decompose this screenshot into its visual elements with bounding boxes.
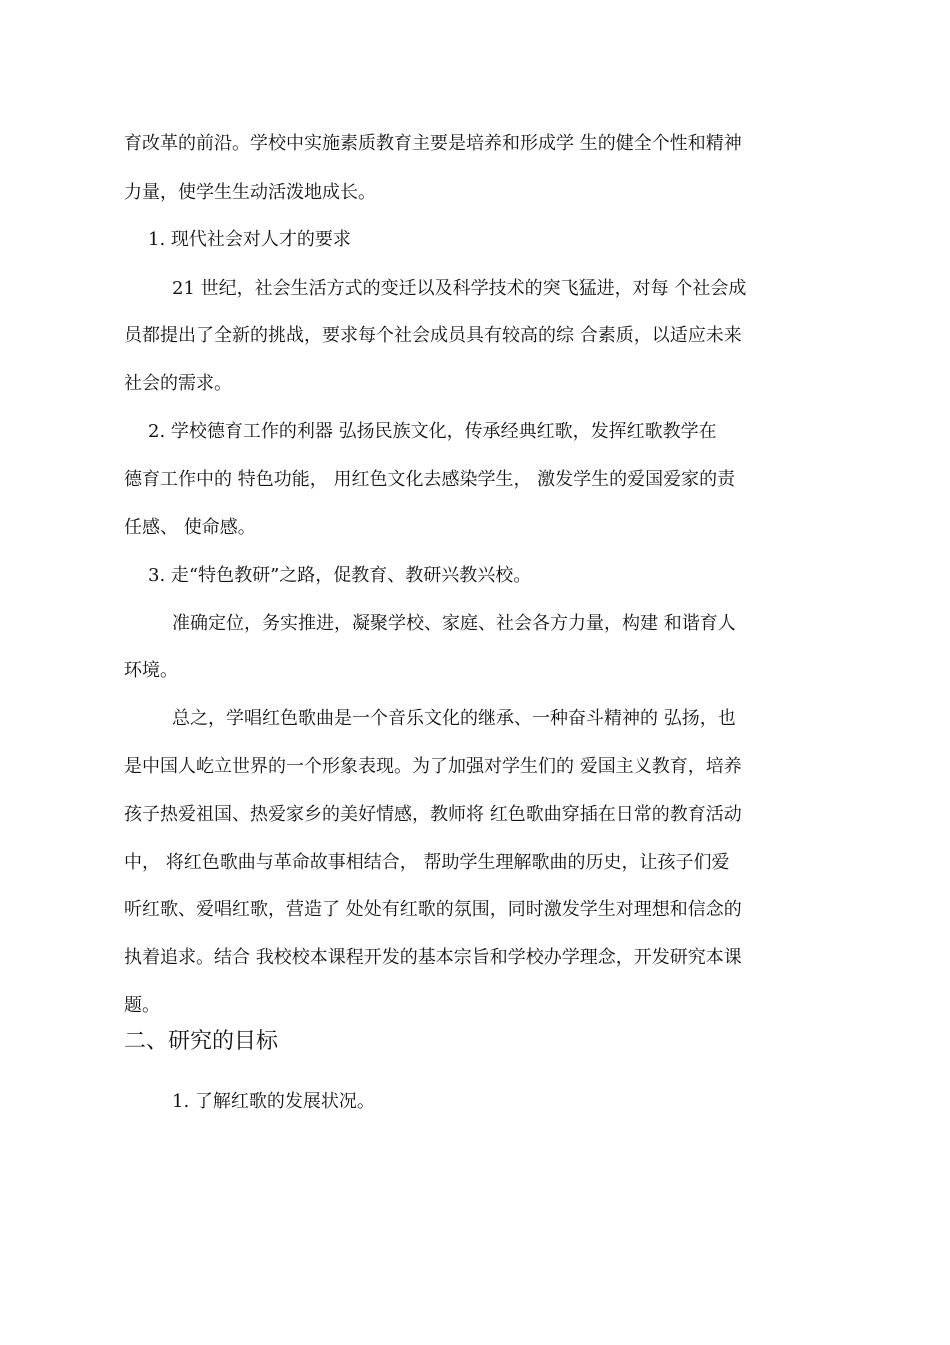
paragraph-line: 是中国人屹立世界的一个形象表现。为了加强对学生们的 爱国主义教育，培养 xyxy=(124,756,742,777)
paragraph-line: 准确定位，务实推进，凝聚学校、家庭、社会各方力量，构建 和谐育人 xyxy=(172,613,736,634)
goal-list-item: 1. 了解红歌的发展状况。 xyxy=(172,1091,375,1112)
list-item-heading: 3. 走“特色教研”之路，促教育、教研兴教兴校。 xyxy=(148,565,532,586)
paragraph-line: 德育工作中的 特色功能， 用红色文化去感染学生， 激发学生的爱国爱家的责 xyxy=(124,469,736,490)
paragraph-line: 孩子热爱祖国、热爱家乡的美好情感，教师将 红色歌曲穿插在日常的教育活动 xyxy=(124,804,742,825)
list-item-heading: 1. 现代社会对人才的要求 xyxy=(148,229,351,250)
paragraph-line: 环境。 xyxy=(124,660,178,681)
paragraph-line: 总之，学唱红色歌曲是一个音乐文化的继承、一种奋斗精神的 弘扬，也 xyxy=(172,708,736,729)
paragraph-line: 员都提出了全新的挑战，要求每个社会成员具有较高的综 合素质，以适应未来 xyxy=(124,325,742,346)
paragraph-line: 21 世纪，社会生活方式的变迁以及科学技术的突飞猛进，对每 个社会成 xyxy=(172,278,747,299)
paragraph-line: 题。 xyxy=(124,995,160,1016)
paragraph-line: 中， 将红色歌曲与革命故事相结合， 帮助学生理解歌曲的历史，让孩子们爱 xyxy=(124,852,730,873)
paragraph-line: 力量，使学生生动活泼地成长。 xyxy=(124,182,376,203)
paragraph-line: 社会的需求。 xyxy=(124,373,232,394)
paragraph-line: 听红歌、爱唱红歌，营造了 处处有红歌的氛围，同时激发学生对理想和信念的 xyxy=(124,899,742,920)
list-item-heading: 2. 学校德育工作的利器 弘扬民族文化，传承经典红歌，发挥红歌教学在 xyxy=(148,421,717,442)
section-heading: 二、研究的目标 xyxy=(124,1029,279,1054)
paragraph-line: 执着追求。结合 我校校本课程开发的基本宗旨和学校办学理念，开发研究本课 xyxy=(124,947,742,968)
paragraph-line: 任感、 使命感。 xyxy=(124,517,256,538)
paragraph-line: 育改革的前沿。学校中实施素质教育主要是培养和形成学 生的健全个性和精神 xyxy=(124,133,742,154)
